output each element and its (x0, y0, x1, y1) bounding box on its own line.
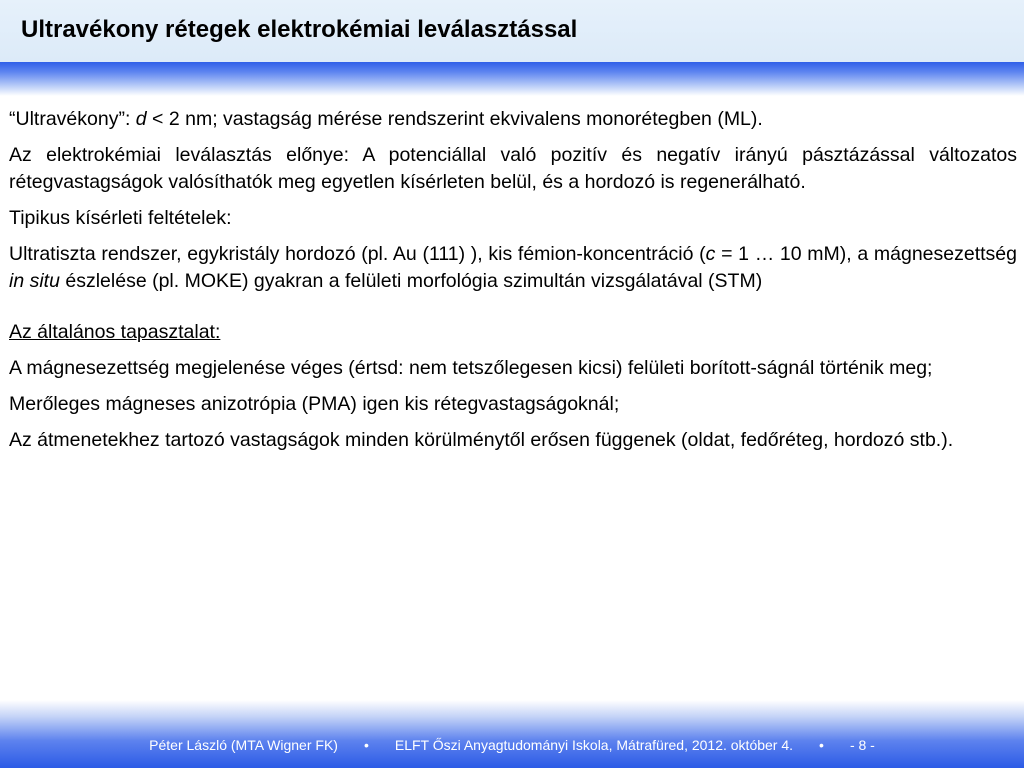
conditions-text-1: Ultratiszta rendszer, egykristály hordozó (pl. Au (111) ), kis fémion-koncentráció ( (9, 243, 706, 265)
slide-title: Ultravékony rétegek elektrokémiai leválasztással (21, 16, 578, 43)
header-gradient-band (0, 62, 1024, 96)
conditions-text-2: = 1 … 10 mM), a mágnesezettség (715, 243, 1017, 265)
in-situ-term: in situ (9, 270, 60, 292)
footer-event: ELFT Őszi Anyagtudományi Iskola, Mátrafüred, 2012. október 4. (394, 737, 794, 753)
slide-body (9, 106, 1017, 463)
title-bar (0, 0, 1024, 62)
page-number: - 8 - (849, 737, 875, 753)
footer-separator: • (819, 737, 824, 753)
footer (0, 737, 1024, 753)
conditions-text-3: észlelése (pl. MOKE) gyakran a felületi morfológia szimultán vizsgálatával (STM) (59, 270, 763, 292)
footer-separator: • (363, 737, 369, 753)
experience-heading: Az általános tapasztalat: (9, 321, 221, 343)
definition-paragraph (9, 106, 1017, 133)
conditions-paragraph (9, 241, 1017, 295)
advantage-paragraph: Az elektrokémiai leválasztás előnye: A potenciállal való pozitív és negatív irányú pásztázással változatos rétegvastagságok valósíthatók meg egyetlen kísérleten belül, és a hordozó is regenerálható. (9, 144, 1017, 193)
footer-gradient-band (0, 700, 1024, 768)
experience-point-3: Az átmenetekhez tartozó vastagságok minden körülménytől erősen függenek (oldat, fedőréteg, hordozó stb.). (9, 429, 954, 451)
footer-author: Péter László (MTA Wigner FK) (149, 737, 338, 753)
concentration-symbol: c (705, 243, 716, 265)
experience-point-1: A mágnesezettség megjelenése véges (értsd: nem tetszőlegesen kicsi) felületi borított-ságnál történik meg; (9, 357, 933, 379)
definition-lead: “Ultravékony”: (9, 108, 136, 130)
definition-rest: < 2 nm; vastagság mérése rendszerint ekvivalens monorétegben (ML). (146, 108, 763, 130)
experience-point-2: Merőleges mágneses anizotrópia (PMA) igen kis rétegvastagságoknál; (9, 393, 620, 415)
thickness-symbol: d (135, 108, 147, 130)
conditions-heading: Tipikus kísérleti feltételek: (9, 207, 232, 229)
